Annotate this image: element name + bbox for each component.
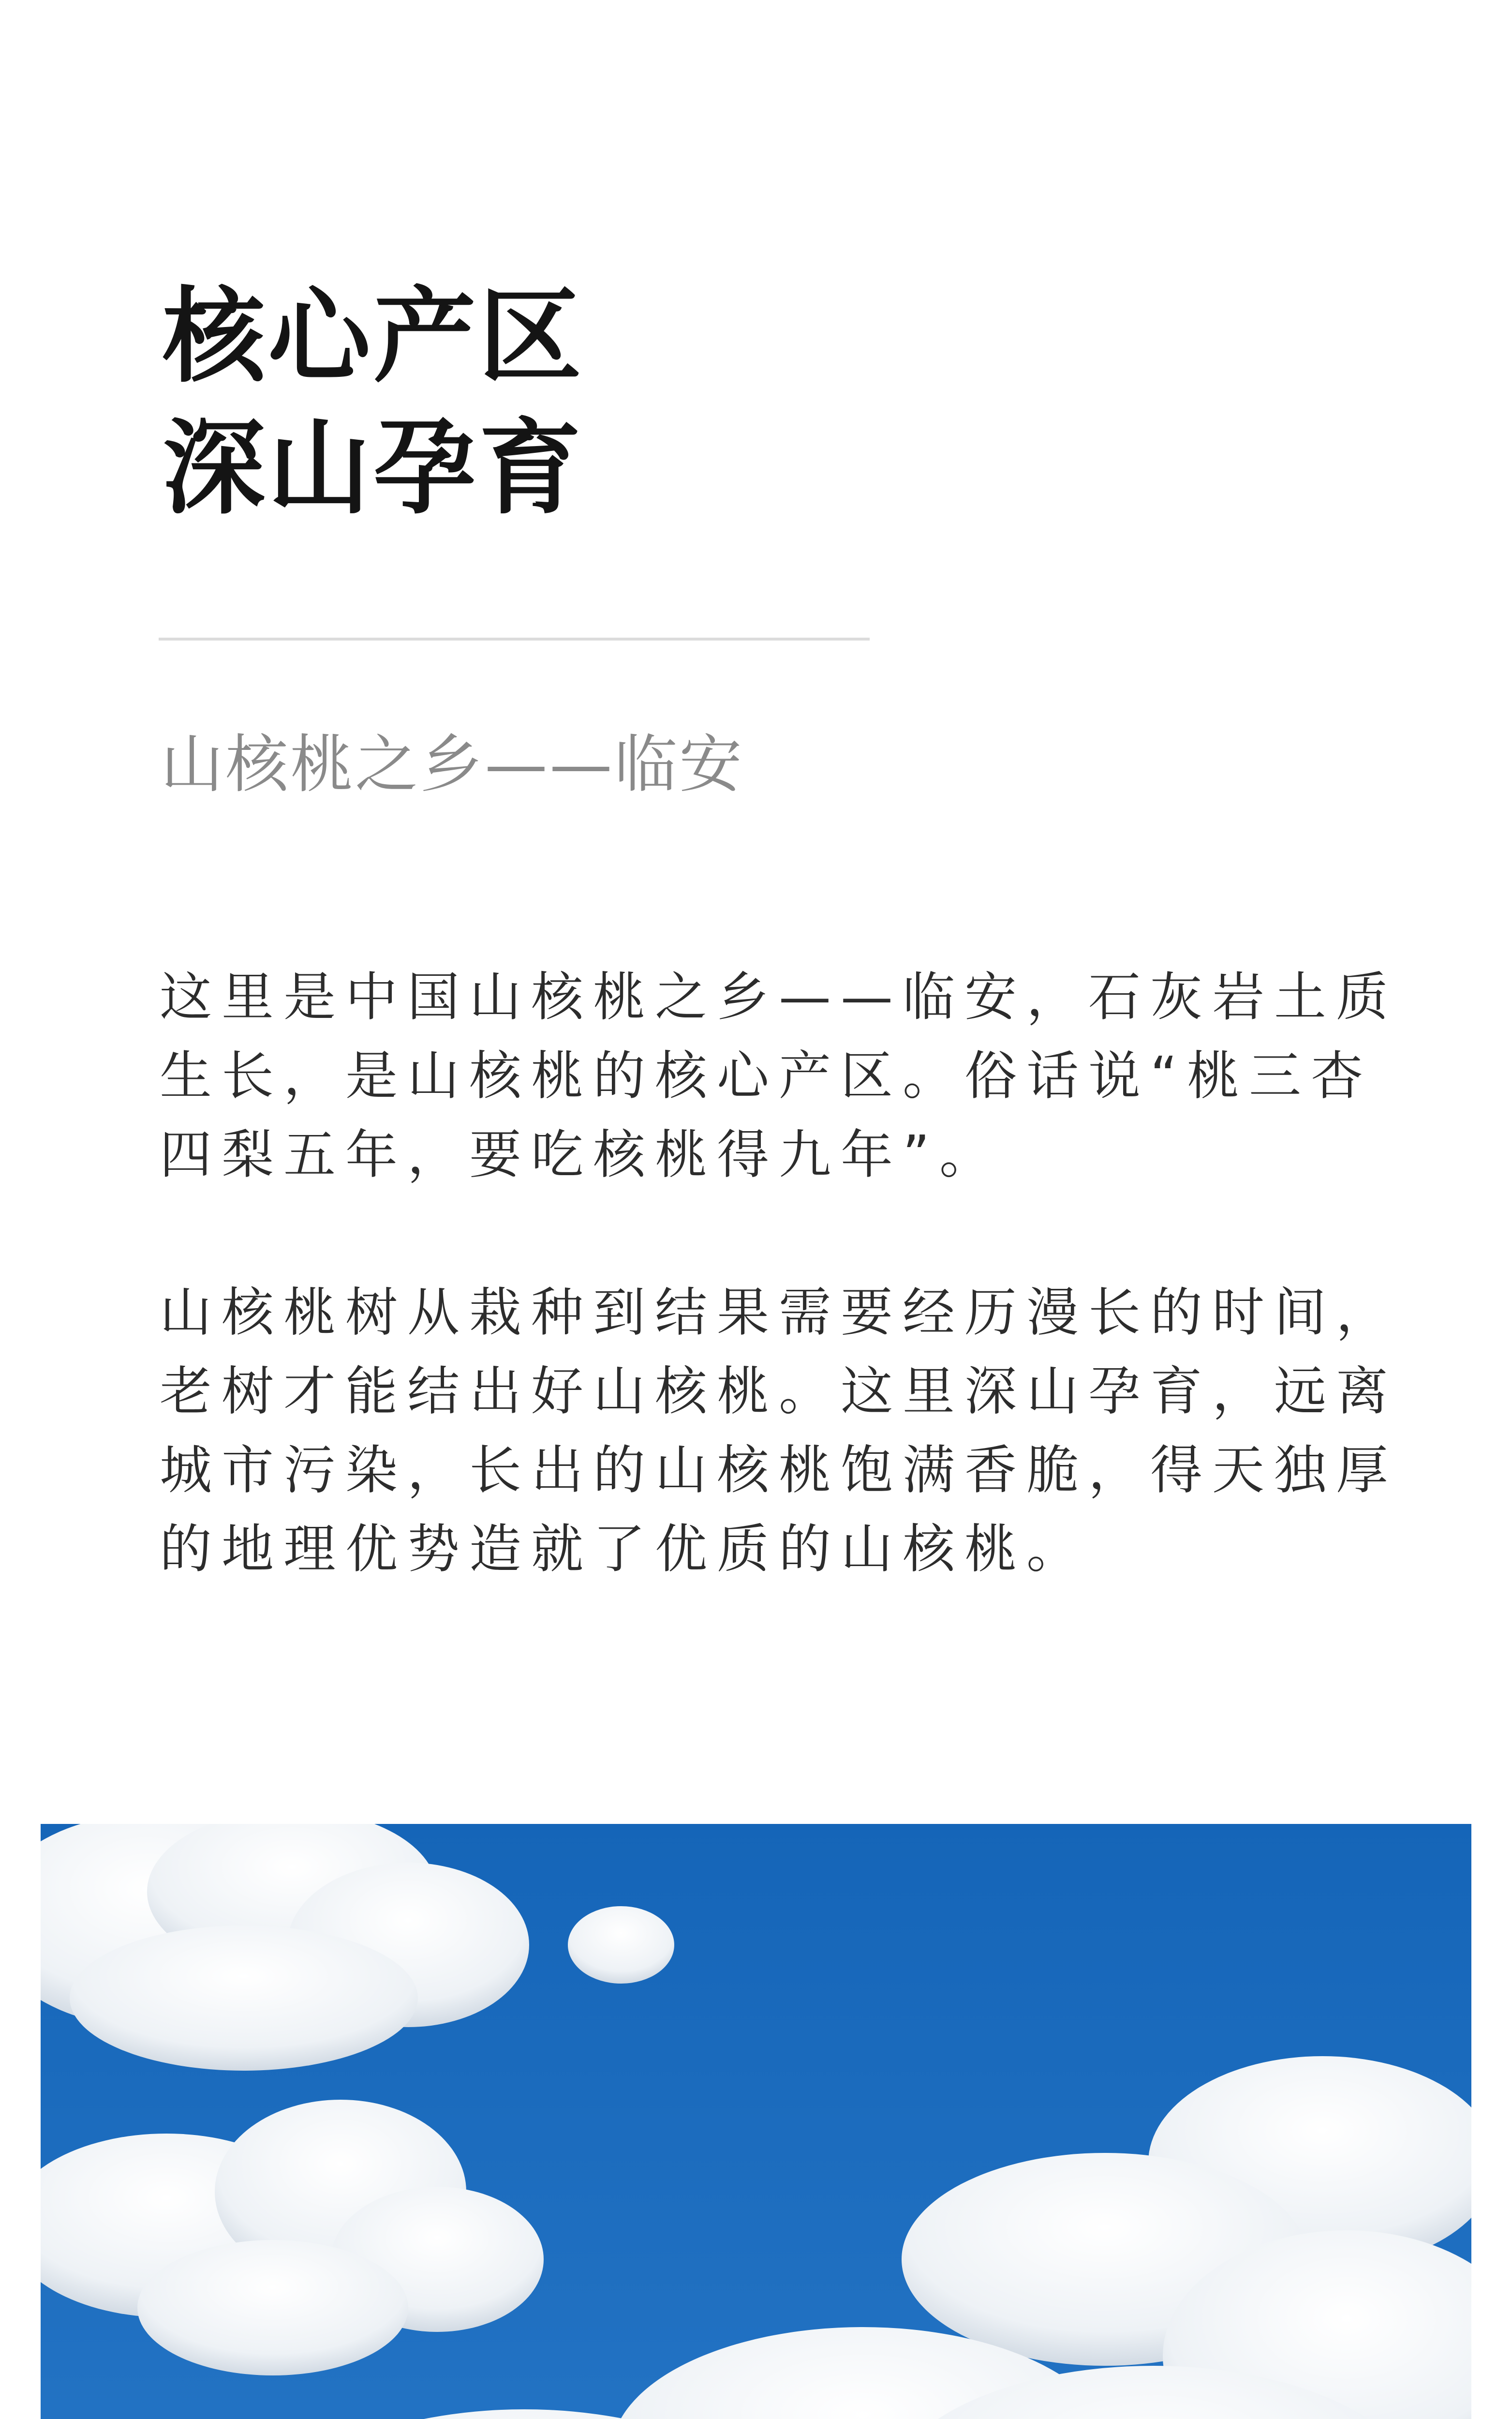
paragraph-line: 山核桃树从栽种到结果需要经历漫长的时间，	[160, 1283, 1398, 1343]
paragraph-detail	[160, 1273, 1398, 1589]
paragraph-line: 生长，是山核桃的核心产区。俗话说“桃三杏	[160, 1046, 1373, 1106]
paragraph-intro	[160, 958, 1398, 1195]
paragraph-line: 老树才能结出好山核桃。这里深山孕育，远离	[160, 1361, 1398, 1422]
paragraph-line: 这里是中国山核桃之乡——临安，石灰岩土质	[160, 967, 1398, 1028]
landscape-photo	[41, 1824, 1471, 2419]
page-title	[163, 271, 1033, 534]
subtitle: 山核桃之乡——临安	[161, 728, 744, 801]
paragraph-line: 城市污染，长出的山核桃饱满香脆，得天独厚	[160, 1440, 1398, 1501]
title-line-1: 核心产区	[163, 277, 584, 396]
title-line-2: 深山孕育	[163, 408, 584, 528]
divider	[159, 638, 870, 641]
paragraph-line: 四梨五年，要吃核桃得九年”。	[160, 1125, 1001, 1185]
paragraph-line: 的地理优势造就了优质的山核桃。	[160, 1519, 1089, 1580]
landscape-illustration	[41, 1824, 1471, 2419]
